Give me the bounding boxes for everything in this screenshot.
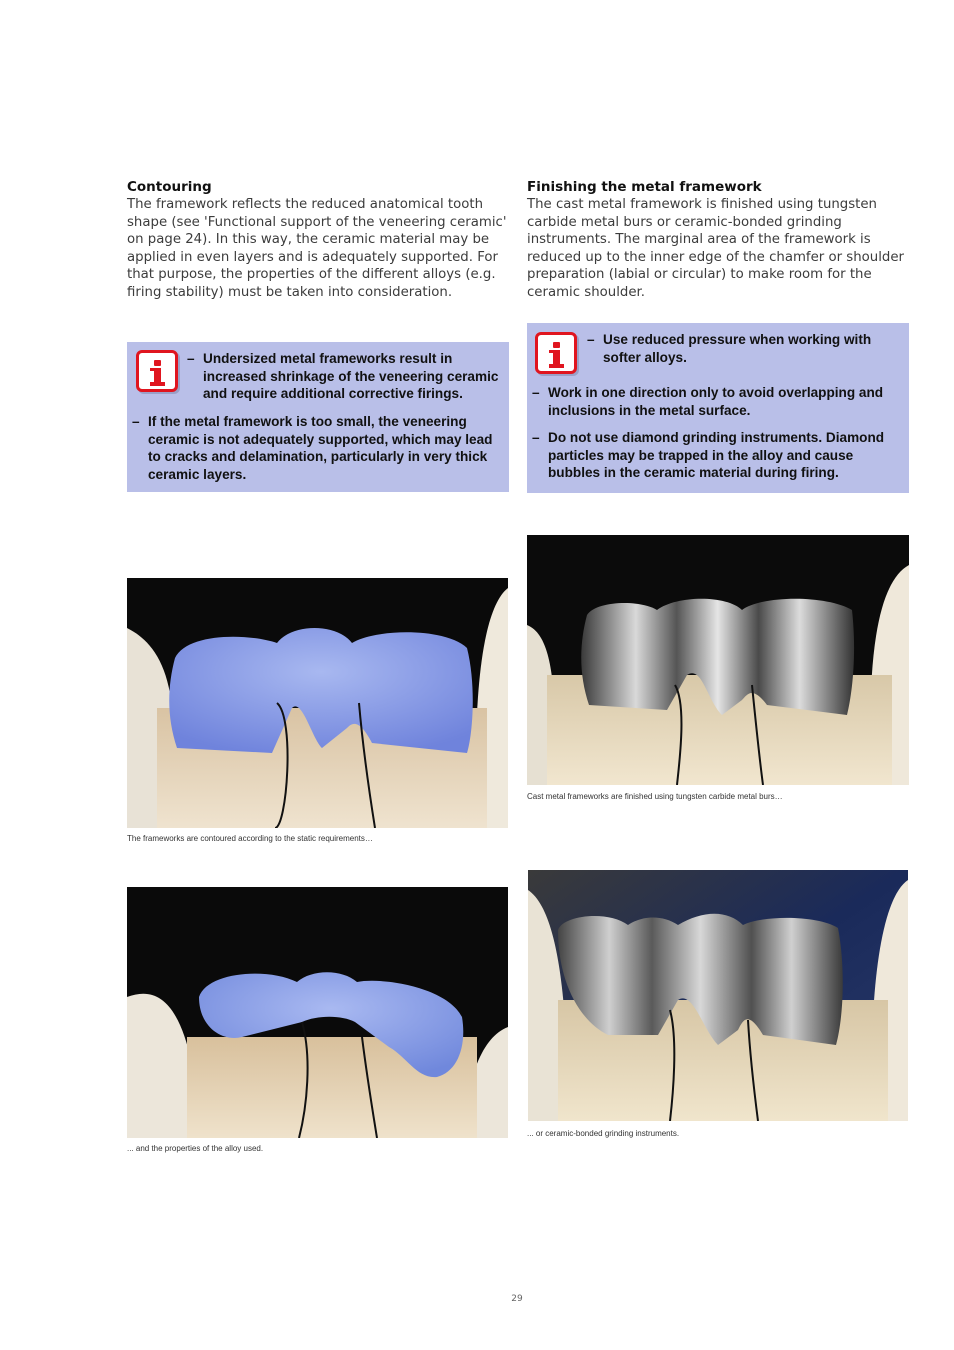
figure-caption: The frameworks are contoured according to the static requirements… bbox=[127, 834, 373, 843]
finishing-section bbox=[527, 178, 905, 302]
section-body: The cast metal framework is finished using tungsten carbide metal burs or ceramic-bonded grinding instruments. The marginal area of the framework is reduced up to the inner edge of the chamfer or shoulder preparation (labial or circular) to make room for the ceramic shoulder. bbox=[527, 197, 905, 300]
info-bullet: – Work in one direction only to avoid overlapping and inclusions in the metal surface. bbox=[532, 385, 884, 418]
info-box bbox=[127, 342, 509, 492]
info-bullet: – Do not use diamond grinding instruments. Diamond particles may be trapped in the alloy and cause bubbles in the ceramic material during firing. bbox=[532, 430, 885, 481]
photo-metal-framework-burs bbox=[527, 535, 909, 785]
photo-blue-framework bbox=[127, 578, 508, 828]
figure-caption: ... or ceramic-bonded grinding instruments. bbox=[527, 1129, 680, 1138]
section-body: The framework reflects the reduced anatomical tooth shape (see 'Functional support of the veneering ceramic' on page 24). In this way, the ceramic material may be applied in even layers and is adequately supported. For that purpose, the properties of the different alloys (e.g. firing stability) must be taken into consideration. bbox=[127, 197, 507, 300]
photo-metal-framework-grinding bbox=[528, 870, 908, 1121]
info-icon bbox=[136, 350, 178, 392]
info-bullet: – Undersized metal frameworks result in increased shrinkage of the veneering ceramic and require additional corrective firings. bbox=[187, 351, 499, 402]
section-heading: Finishing the metal framework bbox=[527, 179, 762, 195]
contouring-section bbox=[127, 178, 509, 302]
info-box bbox=[527, 323, 909, 493]
figure-caption: ... and the properties of the alloy used. bbox=[127, 1144, 264, 1153]
info-bullet: – Use reduced pressure when working with softer alloys. bbox=[587, 332, 872, 365]
page-number: 29 bbox=[511, 1294, 523, 1304]
section-heading: Contouring bbox=[127, 179, 212, 195]
photo-blue-framework-reduced bbox=[127, 887, 508, 1138]
info-icon bbox=[535, 332, 577, 374]
info-bullet: – If the metal framework is too small, the veneering ceramic is not adequately supported, which may lead to cracks and delamination, particularly in very thick ceramic layers. bbox=[132, 414, 493, 482]
figure-caption: Cast metal frameworks are finished using tungsten carbide metal burs… bbox=[527, 792, 783, 801]
